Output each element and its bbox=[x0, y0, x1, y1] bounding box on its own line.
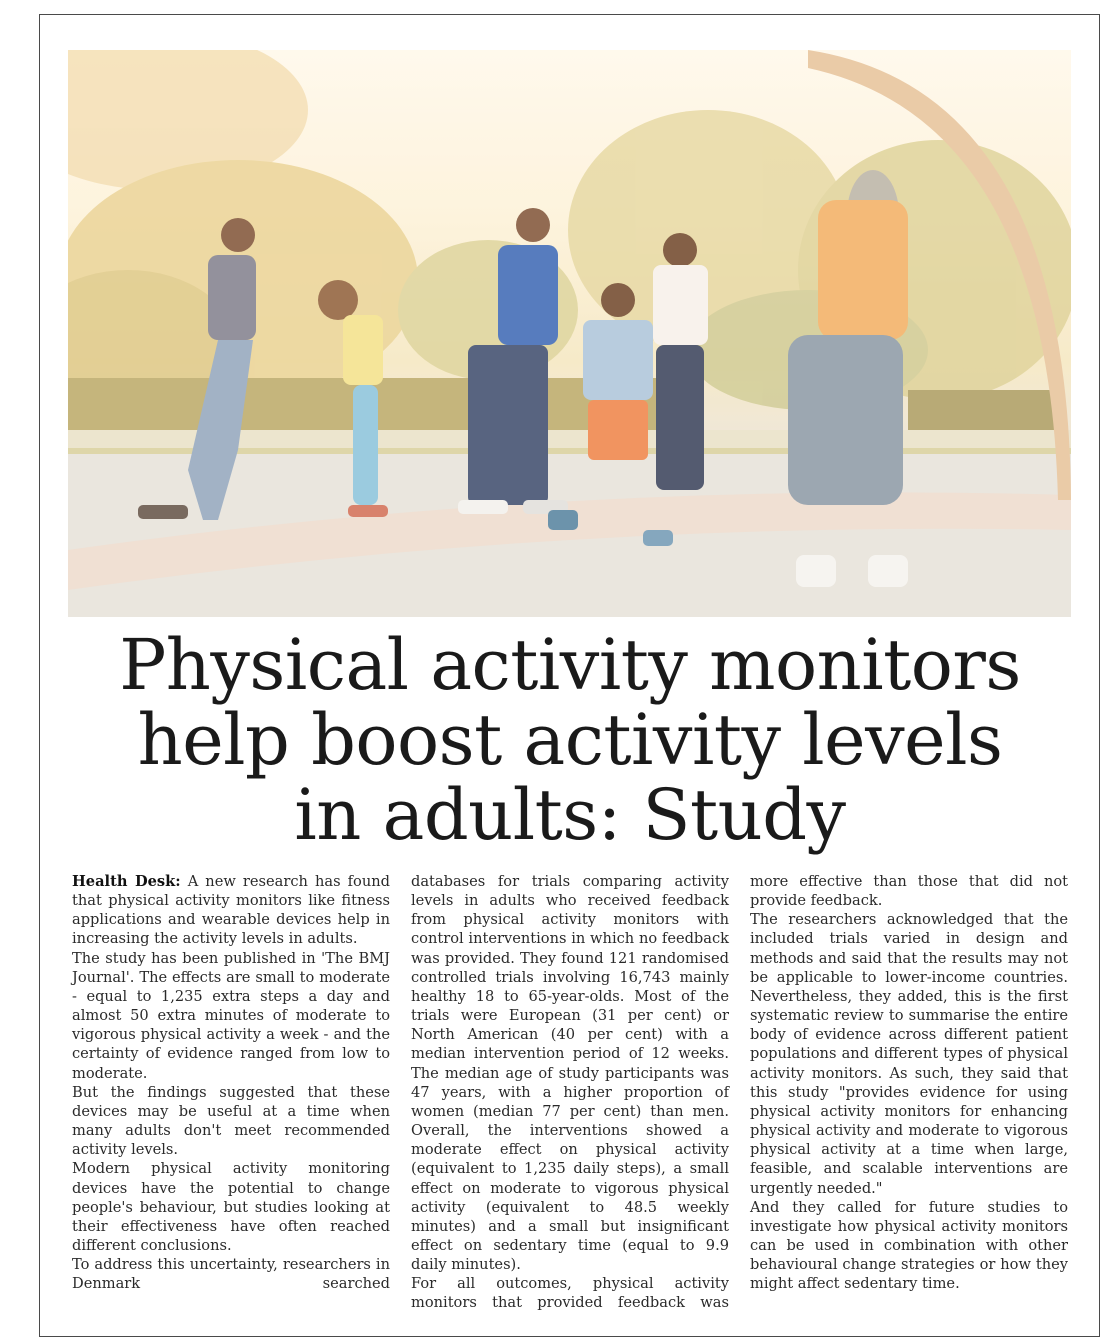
headline-line: in adults: Study bbox=[294, 774, 846, 856]
body-paragraph bbox=[72, 872, 390, 949]
body-paragraph: Modern physical activity monitoring devices have the potential to change people's behaviour, but studies looking at their effectiveness have often reached different conclusions. bbox=[72, 1160, 390, 1254]
article-body bbox=[72, 872, 1068, 1313]
body-column-2 bbox=[411, 872, 729, 1313]
photo-illustration bbox=[68, 50, 1071, 617]
paragraph-text: A new research has found that physical activity monitors like fitness applications and wearable devices help in increasing the activity levels in adults. bbox=[72, 873, 390, 948]
body-paragraph: The researchers acknowledged that the included trials varied in design and methods and said that the results may not be applicable to lower-income countries. Nevertheless, they added, this is the first systematic review to summarise the entire body of evidence across different patient populations and different types of physical activity monitors. As such, they said that this study "provides evidence for using physical activity monitors for enhancing physical activity and moderate to vigorous physical activity at a time when large, feasible, and scalable interventions are urgently needed." bbox=[750, 911, 1068, 1197]
body-paragraph: But the findings suggested that these devices may be useful at a time when many adults don't meet recommended activity levels. bbox=[72, 1083, 390, 1159]
body-paragraph: databases for trials comparing activity levels in adults who received feedback from physical activity monitors with control interventions in which no feedback was provided. They found 121 randomised controlled trials involving 16,743 mainly healthy 18 to 65-year-olds. Most of the trials were European (31 per cent) or North American (40 per cent) with a median intervention period of 12 weeks. The median age of study participants was 47 years, with a higher proportion of women (median 77 per cent) than men. Overall, the interventions showed a moderate effect on physical activity (equivalent to 1,235 daily steps), a small effect on moderate to vigorous physical activity (equivalent to 48.5 weekly minutes) and a small but insignificant effect on sedentary time (equal to 9.9 daily minutes). bbox=[411, 873, 729, 1274]
article-headline bbox=[60, 624, 1080, 856]
headline-line: Physical activity monitors bbox=[119, 624, 1021, 706]
body-paragraph: And they called for future studies to investigate how physical activity monitors can be used in combination with other behavioural change strategies or how they might affect sedentary time. bbox=[750, 1198, 1068, 1293]
article-photo bbox=[68, 50, 1071, 617]
body-paragraph: The study has been published in 'The BMJ Journal'. The effects are small to moderate - equal to 1,235 extra steps a day and almost 50 extra minutes of moderate to vigorous physical activity a week - and the certainty of evidence ranged from low to moderate. bbox=[72, 949, 390, 1082]
body-column-1 bbox=[72, 872, 390, 1313]
body-paragraph: To address this uncertainty, researchers in Denmark searched bbox=[72, 1256, 390, 1293]
headline-line: help boost activity levels bbox=[137, 699, 1003, 781]
body-paragraph: more effective than those that did not provide feedback. bbox=[750, 873, 1068, 910]
kicker-label: Health Desk: bbox=[72, 873, 181, 890]
body-paragraph: For all outcomes, physical activity monitors that provided feedback was bbox=[411, 1275, 729, 1312]
body-column-3 bbox=[750, 872, 1068, 1313]
